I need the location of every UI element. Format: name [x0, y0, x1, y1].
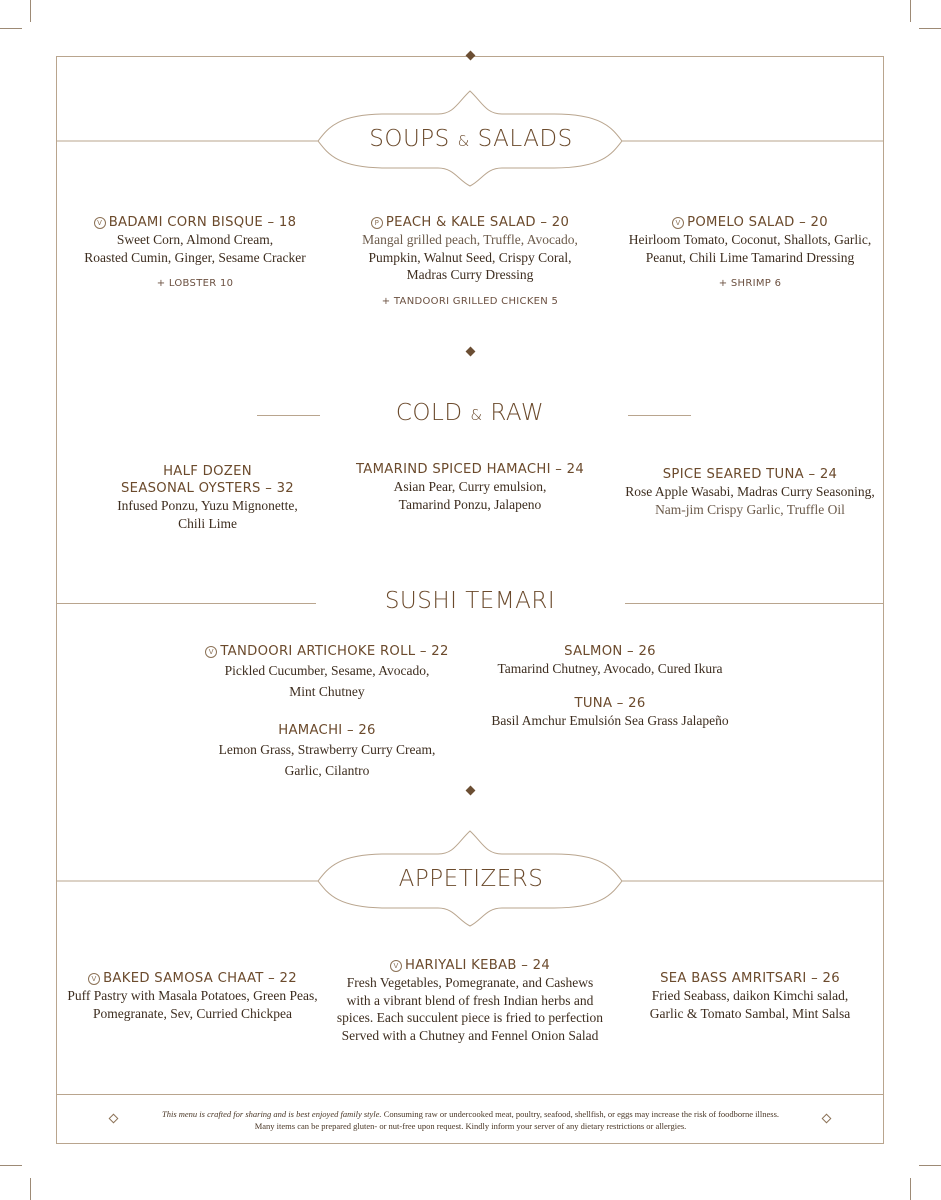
footer-disclaimer: This menu is crafted for sharing and is best enjoyed family style. Consuming raw or undercooked meat, poultry, seafood, shellfish, or eggs may increase the risk of foodborne illness. Many items can be prepared gluten- or nut-free upon request. Kindly inform your server of any dietary restrictions or allergies.: [161, 1109, 779, 1131]
appetizers-heading: APPETIZERS: [398, 866, 544, 892]
sushi-temari-heading: SUSHI TEMARI: [384, 588, 556, 614]
menu-item-salmon: SALMON – 26 Tamarind Chutney, Avocado, Cured Ikura: [497, 644, 723, 676]
menu-item-seasonal-oysters: HALF DOZEN SEASONAL OYSTERS – 32 Infused Ponzu, Yuzu Mignonette, Chili Lime: [117, 464, 298, 531]
cold-raw-heading: COLD & RAW: [395, 400, 545, 426]
menu-item-tamarind-spiced-hamachi: TAMARIND SPICED HAMACHI – 24 Asian Pear, Curry emulsion, Tamarind Ponzu, Jalapeno: [355, 462, 585, 512]
menu-item-hamachi: HAMACHI – 26 Lemon Grass, Strawberry Curry Cream, Garlic, Cilantro: [218, 723, 436, 778]
crop-mark-tr-v: [910, 0, 911, 22]
vegetarian-badge-icon: V: [390, 960, 402, 972]
crop-mark-tl-v: [30, 0, 31, 22]
vegetarian-badge-icon: V: [88, 973, 100, 985]
cold-raw-rule-right: [628, 415, 691, 416]
crop-mark-br: [919, 1165, 941, 1166]
menu-item-pomelo-salad: V POMELO SALAD – 20 Heirloom Tomato, Coconut, Shallots, Garlic, Peanut, Chili Lime Tamarind Dressing + SHRIMP 6: [628, 215, 872, 289]
vegetarian-badge-icon: V: [94, 217, 106, 229]
menu-item-sea-bass-amritsari: SEA BASS AMRITSARI – 26 Fried Seabass, daikon Kimchi salad, Garlic & Tomato Sambal, Mint Salsa: [649, 971, 851, 1021]
footer-rule: [56, 1094, 884, 1095]
sushi-rule-left: [56, 603, 316, 604]
crop-mark-tl: [0, 28, 22, 29]
crop-mark-br-v: [910, 1178, 911, 1200]
crop-mark-bl: [0, 1165, 22, 1166]
vegetarian-badge-icon: V: [672, 217, 684, 229]
ampersand: &: [470, 406, 483, 424]
soups-salads-heading: SOUPS & SALADS: [369, 126, 573, 152]
menu-item-baked-samosa-chaat: V BAKED SAMOSA CHAAT – 22 Puff Pastry with Masala Potatoes, Green Peas, Pomegranate, Sev, Curried Chickpea: [67, 971, 318, 1021]
pescatarian-badge-icon: P: [371, 217, 383, 229]
crop-mark-bl-v: [30, 1178, 31, 1200]
menu-item-tuna: TUNA – 26 Basil Amchur Emulsión Sea Grass Jalapeño: [491, 696, 729, 728]
menu-item-tandoori-artichoke-roll: V TANDOORI ARTICHOKE ROLL – 22 Pickled Cucumber, Sesame, Avocado, Mint Chutney: [182, 643, 472, 702]
cold-raw-rule-left: [257, 415, 320, 416]
crop-mark-tr: [919, 28, 941, 29]
menu-item-spice-seared-tuna: SPICE SEARED TUNA – 24 Rose Apple Wasabi, Madras Curry Seasoning, Nam-jim Crispy Garlic, Truffle Oil: [625, 467, 875, 517]
menu-item-peach-kale-salad: P PEACH & KALE SALAD – 20 Mangal grilled peach, Truffle, Avocado, Pumpkin, Walnut Seed, Crispy Coral, Madras Curry Dressing + TANDOORI GRILLED CHICKEN 5: [362, 215, 578, 307]
menu-item-badami-corn-bisque: V BADAMI CORN BISQUE – 18 Sweet Corn, Almond Cream, Roasted Cumin, Ginger, Sesame Cracker + LOBSTER 10: [84, 215, 306, 289]
sushi-rule-right: [625, 603, 884, 604]
menu-item-hariyali-kebab: V HARIYALI KEBAB – 24 Fresh Vegetables, Pomegranate, and Cashews with a vibrant blend of fresh Indian herbs and spices. Each succulent piece is fried to perfection Served with a Chutney and Fennel Onion Salad: [336, 958, 604, 1043]
ampersand: &: [457, 132, 470, 150]
vegetarian-badge-icon: V: [205, 646, 217, 658]
